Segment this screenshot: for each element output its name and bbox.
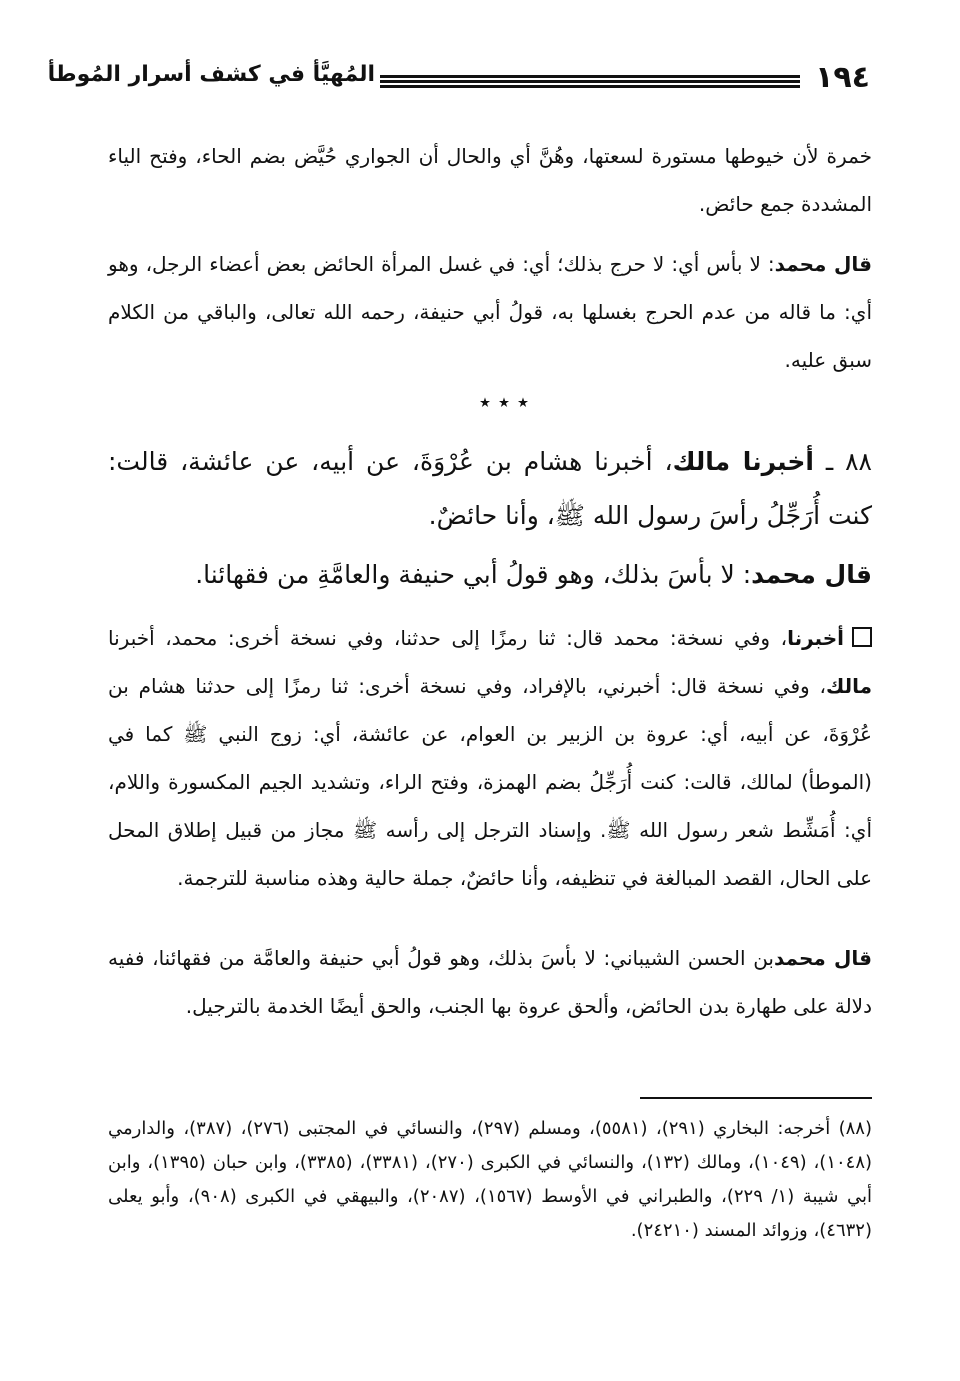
speaker-label: قال محمد [751,560,872,589]
paragraph-intro [108,132,872,228]
hadith-comment [108,548,872,602]
hadith-number: ٨٨ ـ [825,447,872,476]
footnote-text: (٨٨) أخرجه: البخاري (٢٩١)، (٥٥٨١)، ومسلم (٢٩٧)، والنسائي في المجتبى (٢٧٦)، (٣٨٧)، والدارمي (١٠٤٨)، (١٠٤٩)، ومالك (١٣٢)، والنسائي في الكبرى (٢٧٠)، (٣٣٨١)، (٣٣٨٥)، وابن حبان (١٣٩٥)، وابن أبي شيبة (١/ ٢٢٩)، والطبراني في الأوسط (١٥٦٧)، (٢٠٨٧)، والبيهقي في الكبرى (٩٠٨)، وأبو يعلى (٤٦٣٢)، وزوائد المسند (٢٤٢١٠). [108,1118,873,1241]
speaker-label: قال محمد [773,946,872,970]
commentary-lead: أخبرنا [787,626,844,650]
paragraph-text: : لا بأس أي: لا حرج بذلك؛ أي: في غسل المرأة الحائض بعض أعضاء الرجل، وهو أي: ما قاله من عدم الحرج بغسلها به، قولُ أبي حنيفة، رحمه الله تعالى، والباقي من الكلام سبق عليه. [108,252,872,372]
book-title: المُهيَّأ في كشف أسرار المُوطأ [47,62,375,87]
header-rule [380,75,800,89]
hadith-text: ، أخبرنا هشام بن عُرْوَةَ، عن أبيه، عن عائشة، قالت: كنت أُرَجِّلُ رأسَ رسول الله ﷺ، وأنا حائضٌ. [108,447,872,530]
paragraph-qala-muhammad [108,240,872,384]
page-number: ١٩٤ [815,60,870,95]
section-divider-stars: ٭ ٭ ٭ [479,390,529,415]
closing-text: بن الحسن الشيباني: لا بأسَ بذلك، وهو قولُ أبي حنيفة والعامَّة من فقهائنا، ففيه دلالة على طهارة بدن الحائض، وألحق عروة بها الجنب، والحق أيضًا الخدمة بالترجيل. [108,946,872,1018]
commentary-paragraph [108,614,872,902]
hadith-comment-text: : لا بأسَ بذلك، وهو قولُ أبي حنيفة والعامَّةِ من فقهائنا. [195,560,752,589]
closing-paragraph [108,934,872,1030]
hadith-lead: أخبرنا مالك [672,447,814,476]
paragraph-intro-text: خمرة لأن خيوطها مستورة لسعتها، وهُنَّ أي والحال أن الجواري حُيَّض بضم الحاء، وفتح الياء المشددة جمع حائض. [108,144,872,216]
footnote [108,1112,872,1248]
speaker-label: قال محمد [774,252,872,276]
commentary-lead-2: مالك [825,674,872,698]
square-marker-icon [852,627,872,647]
hadith-88 [108,435,872,543]
footnote-rule [640,1097,872,1099]
commentary-text-1: ، وفي نسخة: محمد قال: ثنا رمزًا إلى حدثنا، وفي نسخة أخرى: محمد، أخبرنا [108,626,788,650]
commentary-text-2: ، وفي نسخة قال: أخبرني، بالإفراد، وفي نسخة أخرى: ثنا رمزًا إلى حدثنا هشام بن عُرْوَةَ، عن أبيه، أي: عروة بن الزبير بن العوام، عن عائشة، أي: زوج النبي ﷺ كما في (الموطأ) لمالك، قالت: كنت أُرَجِّلُ بضم الهمزة، وفتح الراء، وتشديد الجيم المكسورة واللام، أي: أُمَشِّط شعر رسول الله ﷺ. وإسناد الترجل إلى رأسه ﷺ مجاز من قبيل إطلاق المحل على الحال، القصد المبالغة في تنظيفه، وأنا حائضٌ، جملة حالية وهذه مناسبة للترجمة. [108,674,872,890]
page-header [47,58,870,98]
